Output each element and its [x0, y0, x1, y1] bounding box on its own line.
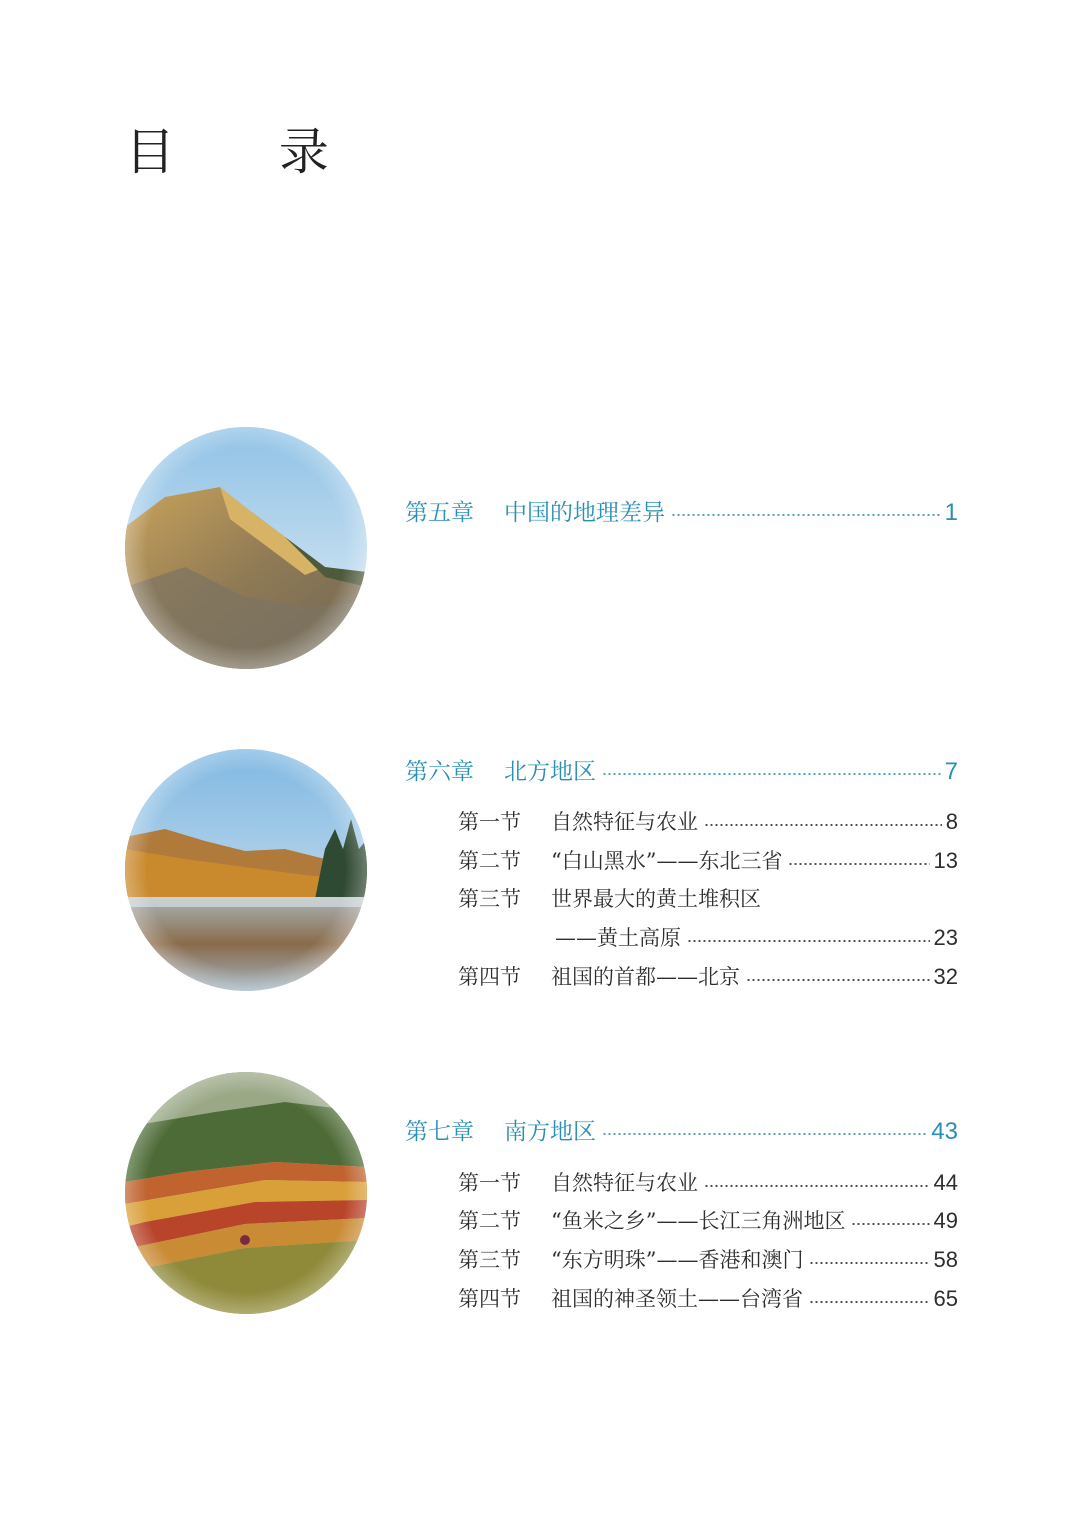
section-number: 第一节: [458, 810, 521, 834]
section-title: 自然特征与农业: [551, 1171, 698, 1195]
section-number: 第二节: [458, 849, 521, 873]
toc-chapter-row[interactable]: [405, 494, 958, 527]
page-number: 49: [933, 1208, 958, 1233]
section-number: 第三节: [458, 1248, 521, 1272]
dot-leader: [746, 979, 930, 981]
dot-leader: [602, 1133, 927, 1135]
section-number: 第四节: [458, 1287, 521, 1311]
chapter-title: 南方地区: [504, 1119, 596, 1145]
chapter-number: 第五章: [405, 500, 474, 526]
page-number: 23: [933, 925, 958, 950]
chapter-number: 第七章: [405, 1119, 474, 1145]
section-title: 祖国的神圣领土——台湾省: [551, 1287, 803, 1311]
toc-chapter-row[interactable]: [405, 753, 958, 786]
page-number: 7: [944, 758, 958, 785]
toc-section-row[interactable]: [458, 1167, 958, 1197]
section-number: 第三节: [458, 887, 521, 911]
dot-leader: [809, 1262, 929, 1264]
section-title: “东方明珠”——香港和澳门: [551, 1248, 804, 1272]
terraced-fields-image: [125, 1072, 367, 1314]
chapter-title: 北方地区: [504, 759, 596, 785]
toc-section-row[interactable]: [458, 806, 958, 836]
page-number: 32: [933, 964, 958, 989]
toc-section-row[interactable]: [458, 961, 958, 991]
toc-section-row[interactable]: [458, 845, 958, 875]
page-number: 1: [944, 499, 958, 526]
section-number: 第一节: [458, 1171, 521, 1195]
section-title: 自然特征与农业: [551, 810, 698, 834]
dot-leader: [851, 1223, 929, 1225]
section-title: “鱼米之乡”——长江三角洲地区: [551, 1209, 846, 1233]
dot-leader: [788, 863, 929, 865]
toc-section-row[interactable]: [458, 1283, 958, 1313]
dot-leader: [704, 824, 942, 826]
dot-leader: [671, 514, 941, 516]
dot-leader: [687, 940, 930, 942]
section-number: 第二节: [458, 1209, 521, 1233]
toc-chapter-row[interactable]: [405, 1113, 958, 1146]
section-number: 第四节: [458, 965, 521, 989]
section-title-continuation: ——黄土高原: [555, 926, 681, 950]
page-number: 8: [945, 809, 958, 834]
mountain-ridge-image: [125, 427, 367, 669]
autumn-lake-image: [125, 749, 367, 991]
toc-section-row[interactable]: [458, 883, 958, 913]
section-title: “白山黑水”——东北三省: [551, 849, 783, 873]
toc-section-row[interactable]: [458, 1244, 958, 1274]
dot-leader: [602, 773, 941, 775]
section-title: 世界最大的黄土堆积区: [551, 887, 761, 911]
page-number: 43: [931, 1118, 958, 1145]
dot-leader: [704, 1185, 930, 1187]
chapter-number: 第六章: [405, 759, 474, 785]
page-number: 13: [933, 848, 958, 873]
dot-leader: [809, 1301, 930, 1303]
page-number: 65: [933, 1286, 958, 1311]
toc-section-continuation-row[interactable]: [555, 922, 958, 952]
page-number: 58: [933, 1247, 958, 1272]
section-title: 祖国的首都——北京: [551, 965, 740, 989]
toc-section-row[interactable]: [458, 1205, 958, 1235]
page-number: 44: [933, 1170, 958, 1195]
chapter-title: 中国的地理差异: [504, 500, 665, 526]
page-title: 目 录: [125, 123, 373, 181]
